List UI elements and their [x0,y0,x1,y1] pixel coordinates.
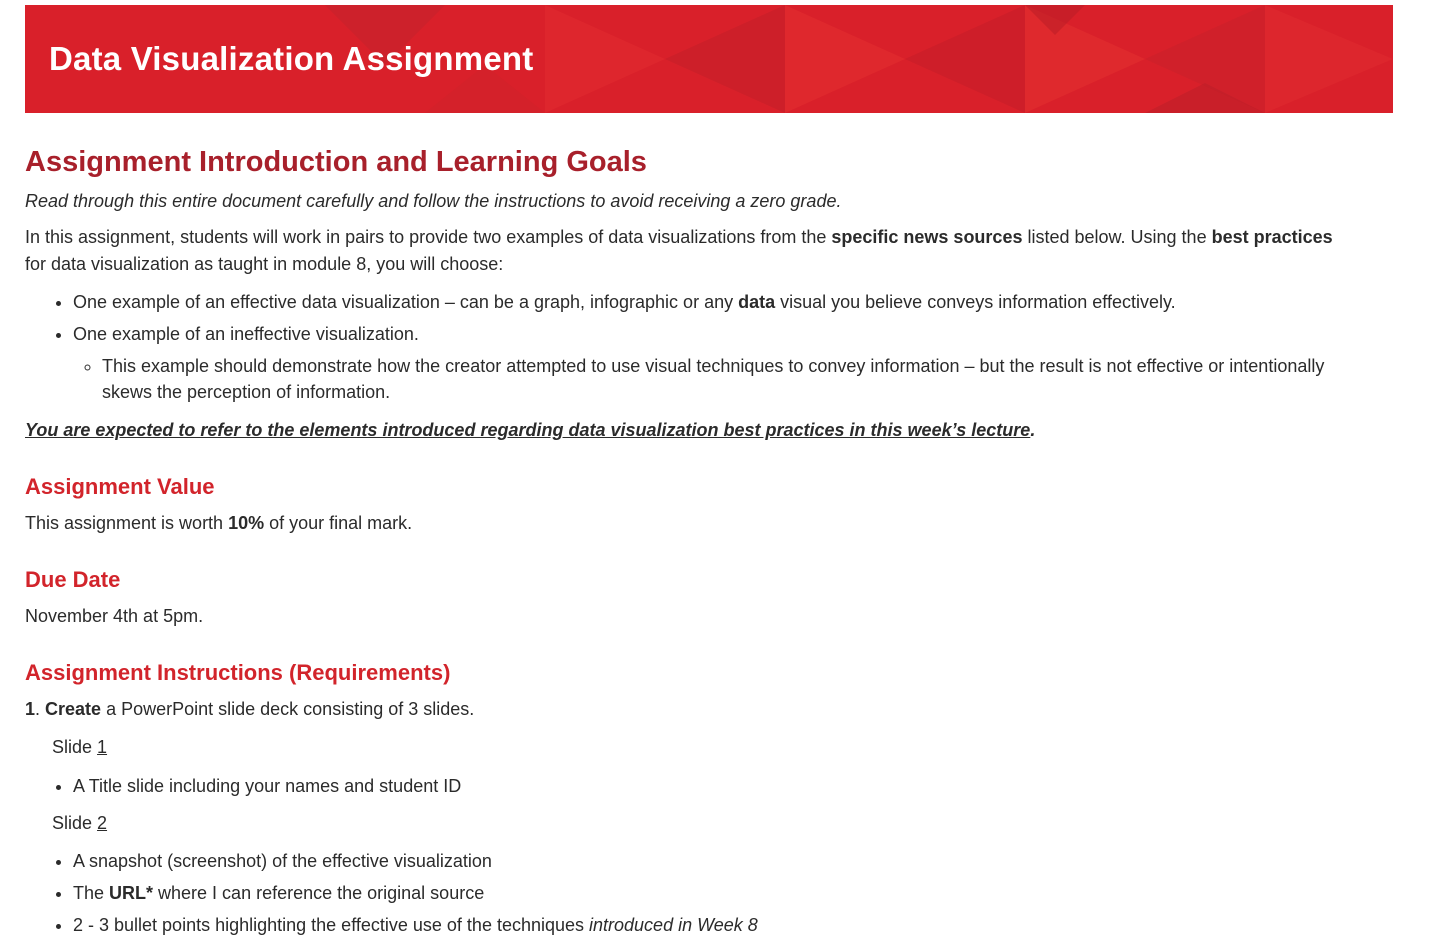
intro-paragraph [25,224,1355,278]
expectation-underlined: You are expected to refer to the elements introduced regarding data visualization best practices in this week’s lecture [25,420,1031,440]
expectation-period: . [1030,420,1036,440]
value-text-1: This assignment is worth [25,513,229,533]
intro-text-2: listed below. Using the [1022,227,1212,247]
effective-text-1: One example of an effective data visualization – can be a graph, infographic or any [73,292,739,312]
intro-heading: Assignment Introduction and Learning Goals [25,146,647,178]
intro-bold-sources: specific news sources [831,227,1023,247]
slide-1-number: 1 [97,737,108,757]
intro-bold-practices: best practices [1211,227,1333,247]
intro-text-1: In this assignment, students will work in pairs to provide two examples of data visualizations from the [25,227,832,247]
url-bold: URL* [109,883,154,903]
list-item-ineffective [73,321,1355,405]
bullets-text: 2 - 3 bullet points highlighting the effective use of the techniques [73,915,590,935]
expectation-text [25,417,1355,444]
slide-2-number: 2 [97,813,108,833]
slide-2-item-snapshot: • A snapshot (screenshot) of the effective visualization [73,848,1355,874]
value-heading: Assignment Value [25,474,215,499]
page-title: Data Visualization Assignment [49,40,534,77]
effective-text-2: visual you believe conveys information effectively. [775,292,1176,312]
step-text: a PowerPoint slide deck consisting of 3 slides. [101,699,475,719]
header-banner [25,5,1393,113]
slide-2-item-url [73,880,1355,906]
slide-2-list [25,848,1355,938]
instructions-heading: Assignment Instructions (Requirements) [25,660,451,685]
step-bold-create: Create [45,699,102,719]
step-dot: . [35,699,46,719]
warning-italic: Read through this entire document carefully and follow the instructions to avoid receiving a zero grade. [25,191,842,211]
slide-2-label [25,810,1355,837]
step-number: 1 [25,699,36,719]
bullets-italic: introduced in Week 8 [589,915,758,935]
slide-1-item: • A Title slide including your names and student ID [73,773,1355,799]
list-item-effective [73,289,1355,315]
assignment-content [25,146,1355,938]
due-heading: Due Date [25,567,121,592]
sub-list [73,353,1355,405]
step-1 [25,696,1355,723]
choice-list [25,289,1355,405]
effective-bold: data [738,292,776,312]
value-text [25,510,1355,537]
ineffective-text: One example of an ineffective visualization. [73,324,419,344]
url-text-2: where I can reference the original source [153,883,485,903]
slide-2-item-bullets [73,912,1355,938]
intro-text-3: for data visualization as taught in module 8, you will choose: [25,254,504,274]
slide-1-list [25,773,1355,799]
value-percent: 10% [228,513,265,533]
warning-text [25,188,1355,215]
due-text: November 4th at 5pm. [25,606,204,626]
value-text-2: of your final mark. [264,513,413,533]
slide-2-word: Slide [52,813,98,833]
slide-1-word: Slide [52,737,98,757]
slide-1-label [25,734,1355,761]
sub-list-item: ◦ This example should demonstrate how the creator attempted to use visual techniques to convey information – but the result is not effective or intentionally skews the perception of information. [102,353,1355,405]
url-text-1: The [73,883,110,903]
